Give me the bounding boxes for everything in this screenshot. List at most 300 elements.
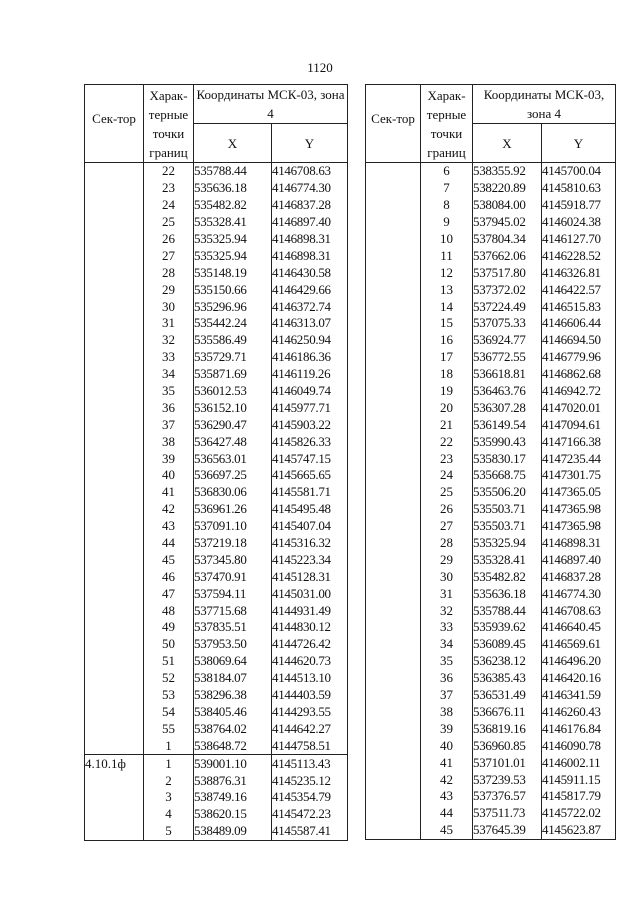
coordinates-table-left	[84, 84, 348, 841]
point-number-cell: 35	[144, 383, 194, 400]
point-number-cell: 32	[144, 332, 194, 349]
point-number-cell: 10	[421, 231, 473, 248]
y-coordinate-cell: 4145316.32	[272, 535, 348, 552]
x-coordinate-cell: 536238.12	[473, 653, 542, 670]
x-coordinate-cell: 537645.39	[473, 822, 542, 839]
table-row	[366, 433, 616, 450]
sector-cell	[366, 281, 421, 298]
coordinates-table-right	[365, 84, 616, 840]
point-number-cell: 55	[144, 720, 194, 737]
x-coordinate-cell: 535586.49	[194, 332, 272, 349]
sector-cell	[366, 822, 421, 839]
sector-cell	[85, 264, 144, 281]
y-coordinate-cell: 4145911.15	[542, 771, 616, 788]
point-number-cell: 38	[144, 433, 194, 450]
y-coordinate-cell: 4144931.49	[272, 602, 348, 619]
point-number-cell: 51	[144, 653, 194, 670]
x-coordinate-cell: 535668.75	[473, 467, 542, 484]
y-coordinate-cell: 4145623.87	[542, 822, 616, 839]
point-number-cell: 27	[421, 518, 473, 535]
sector-cell	[85, 383, 144, 400]
x-coordinate-cell: 535482.82	[194, 197, 272, 214]
sector-cell	[85, 737, 144, 754]
table-row	[85, 772, 348, 789]
sector-cell	[85, 163, 144, 180]
x-coordinate-cell: 536830.06	[194, 484, 272, 501]
table-row	[85, 602, 348, 619]
sector-cell	[366, 535, 421, 552]
point-number-cell: 37	[421, 687, 473, 704]
point-number-cell: 28	[144, 264, 194, 281]
point-number-cell: 21	[421, 416, 473, 433]
table-row	[366, 281, 616, 298]
y-coordinate-cell: 4145223.34	[272, 551, 348, 568]
sector-cell	[366, 687, 421, 704]
table-row	[366, 585, 616, 602]
y-coordinate-cell: 4146002.11	[542, 754, 616, 771]
y-coordinate-cell: 4145700.04	[542, 163, 616, 180]
y-coordinate-cell: 4144830.12	[272, 619, 348, 636]
y-coordinate-cell: 4146250.94	[272, 332, 348, 349]
sector-cell	[366, 416, 421, 433]
y-coordinate-cell: 4145472.23	[272, 806, 348, 823]
sector-cell	[366, 197, 421, 214]
point-number-cell: 43	[421, 788, 473, 805]
table-row	[366, 653, 616, 670]
y-coordinate-cell: 4146694.50	[542, 332, 616, 349]
x-coordinate-cell: 537470.91	[194, 568, 272, 585]
point-number-cell: 25	[421, 484, 473, 501]
sector-cell	[366, 298, 421, 315]
y-coordinate-cell: 4145722.02	[542, 805, 616, 822]
x-coordinate-cell: 538620.15	[194, 806, 272, 823]
point-number-cell: 37	[144, 416, 194, 433]
table-row	[366, 163, 616, 180]
point-number-cell: 4	[144, 806, 194, 823]
y-coordinate-cell: 4147365.98	[542, 501, 616, 518]
sector-cell	[85, 551, 144, 568]
y-coordinate-cell: 4145354.79	[272, 789, 348, 806]
sector-cell	[85, 180, 144, 197]
point-number-cell: 38	[421, 704, 473, 721]
point-number-cell: 54	[144, 704, 194, 721]
x-coordinate-cell: 535788.44	[473, 602, 542, 619]
y-coordinate-cell: 4146341.59	[542, 687, 616, 704]
point-number-cell: 32	[421, 602, 473, 619]
sector-cell	[85, 636, 144, 653]
x-coordinate-cell: 536089.45	[473, 636, 542, 653]
point-number-cell: 22	[144, 163, 194, 180]
sector-cell	[85, 247, 144, 264]
y-coordinate-cell: 4146372.74	[272, 298, 348, 315]
table-row	[85, 366, 348, 383]
sector-cell	[366, 754, 421, 771]
y-coordinate-cell: 4146090.78	[542, 737, 616, 754]
point-number-cell: 25	[144, 214, 194, 231]
y-coordinate-cell: 4145128.31	[272, 568, 348, 585]
sector-cell	[85, 653, 144, 670]
sector-cell	[366, 349, 421, 366]
point-number-cell: 44	[421, 805, 473, 822]
table-row	[85, 298, 348, 315]
table-row	[85, 332, 348, 349]
x-coordinate-cell: 535636.18	[194, 180, 272, 197]
x-coordinate-cell: 537101.01	[473, 754, 542, 771]
x-coordinate-cell: 537662.06	[473, 247, 542, 264]
table-row	[366, 332, 616, 349]
x-coordinate-cell: 538405.46	[194, 704, 272, 721]
point-number-cell: 36	[421, 670, 473, 687]
table-row	[85, 619, 348, 636]
x-coordinate-cell: 536924.77	[473, 332, 542, 349]
table-row	[85, 568, 348, 585]
sector-cell	[366, 518, 421, 535]
sector-cell	[85, 806, 144, 823]
point-number-cell: 26	[144, 231, 194, 248]
table-row	[85, 551, 348, 568]
table-row	[366, 754, 616, 771]
point-number-cell: 44	[144, 535, 194, 552]
x-coordinate-cell: 537835.51	[194, 619, 272, 636]
x-coordinate-cell: 536012.53	[194, 383, 272, 400]
sector-cell	[366, 383, 421, 400]
x-coordinate-cell: 536427.48	[194, 433, 272, 450]
table-row	[366, 805, 616, 822]
sector-cell	[85, 399, 144, 416]
y-coordinate-cell: 4146640.45	[542, 619, 616, 636]
sector-cell	[85, 823, 144, 840]
point-number-cell: 52	[144, 670, 194, 687]
sector-cell	[85, 467, 144, 484]
point-number-cell: 24	[421, 467, 473, 484]
table-row	[366, 788, 616, 805]
x-coordinate-cell: 538296.38	[194, 687, 272, 704]
y-coordinate-cell: 4146127.70	[542, 231, 616, 248]
x-coordinate-cell: 536385.43	[473, 670, 542, 687]
x-coordinate-cell: 535328.41	[194, 214, 272, 231]
y-coordinate-cell: 4145918.77	[542, 197, 616, 214]
sector-cell	[366, 332, 421, 349]
sector-cell	[366, 366, 421, 383]
point-number-cell: 50	[144, 636, 194, 653]
point-number-cell: 39	[421, 720, 473, 737]
sector-cell	[85, 687, 144, 704]
table-row	[366, 636, 616, 653]
table-row	[85, 349, 348, 366]
header-x: X	[194, 124, 272, 163]
y-coordinate-cell: 4146708.63	[272, 163, 348, 180]
table-row	[366, 366, 616, 383]
y-coordinate-cell: 4146774.30	[542, 585, 616, 602]
table-row	[366, 180, 616, 197]
header-x: X	[473, 124, 542, 163]
point-number-cell: 35	[421, 653, 473, 670]
y-coordinate-cell: 4146176.84	[542, 720, 616, 737]
table-row	[366, 822, 616, 839]
x-coordinate-cell: 535328.41	[473, 551, 542, 568]
x-coordinate-cell: 537376.57	[473, 788, 542, 805]
sector-cell	[366, 231, 421, 248]
y-coordinate-cell: 4147301.75	[542, 467, 616, 484]
y-coordinate-cell: 4146313.07	[272, 315, 348, 332]
sector-cell	[366, 399, 421, 416]
x-coordinate-cell: 535442.24	[194, 315, 272, 332]
table-row	[85, 518, 348, 535]
x-coordinate-cell: 535482.82	[473, 568, 542, 585]
table-row	[85, 315, 348, 332]
x-coordinate-cell: 535871.69	[194, 366, 272, 383]
x-coordinate-cell: 536960.85	[473, 737, 542, 754]
x-coordinate-cell: 538069.64	[194, 653, 272, 670]
y-coordinate-cell: 4146228.52	[542, 247, 616, 264]
sector-cell	[366, 247, 421, 264]
sector-cell	[366, 450, 421, 467]
table-row	[85, 704, 348, 721]
x-coordinate-cell: 536618.81	[473, 366, 542, 383]
y-coordinate-cell: 4147166.38	[542, 433, 616, 450]
point-number-cell: 33	[144, 349, 194, 366]
y-coordinate-cell: 4147235.44	[542, 450, 616, 467]
point-number-cell: 26	[421, 501, 473, 518]
table-row	[85, 806, 348, 823]
x-coordinate-cell: 535506.20	[473, 484, 542, 501]
table-row	[85, 231, 348, 248]
x-coordinate-cell: 539001.10	[194, 755, 272, 772]
x-coordinate-cell: 537945.02	[473, 214, 542, 231]
page-number: 1120	[307, 60, 333, 75]
y-coordinate-cell: 4146496.20	[542, 653, 616, 670]
table-row	[85, 720, 348, 737]
y-coordinate-cell: 4146186.36	[272, 349, 348, 366]
sector-cell	[85, 433, 144, 450]
table-row	[85, 737, 348, 754]
x-coordinate-cell: 537511.73	[473, 805, 542, 822]
table-row	[85, 281, 348, 298]
x-coordinate-cell: 537219.18	[194, 535, 272, 552]
y-coordinate-cell: 4147020.01	[542, 399, 616, 416]
sector-cell	[366, 264, 421, 281]
point-number-cell: 41	[421, 754, 473, 771]
point-number-cell: 46	[144, 568, 194, 585]
point-number-cell: 16	[421, 332, 473, 349]
y-coordinate-cell: 4146898.31	[542, 535, 616, 552]
table-row	[366, 197, 616, 214]
sector-cell	[366, 484, 421, 501]
point-number-cell: 49	[144, 619, 194, 636]
sector-cell	[85, 332, 144, 349]
sector-cell	[85, 349, 144, 366]
x-coordinate-cell: 536961.26	[194, 501, 272, 518]
x-coordinate-cell: 537239.53	[473, 771, 542, 788]
y-coordinate-cell: 4146420.16	[542, 670, 616, 687]
table-row	[85, 484, 348, 501]
point-number-cell: 34	[421, 636, 473, 653]
sector-cell	[366, 163, 421, 180]
y-coordinate-cell: 4146897.40	[542, 551, 616, 568]
sector-cell	[366, 501, 421, 518]
point-number-cell: 30	[144, 298, 194, 315]
sector-cell	[366, 315, 421, 332]
y-coordinate-cell: 4145747.15	[272, 450, 348, 467]
table-row	[85, 180, 348, 197]
table-row	[366, 704, 616, 721]
table-row	[85, 585, 348, 602]
point-number-cell: 28	[421, 535, 473, 552]
y-coordinate-cell: 4146260.43	[542, 704, 616, 721]
point-number-cell: 42	[421, 771, 473, 788]
point-number-cell: 3	[144, 789, 194, 806]
x-coordinate-cell: 535325.94	[194, 247, 272, 264]
table-row	[366, 383, 616, 400]
y-coordinate-cell: 4145826.33	[272, 433, 348, 450]
table-row	[85, 467, 348, 484]
sector-cell	[366, 433, 421, 450]
point-number-cell: 40	[144, 467, 194, 484]
point-number-cell: 13	[421, 281, 473, 298]
sector-cell	[85, 366, 144, 383]
y-coordinate-cell: 4146898.31	[272, 247, 348, 264]
x-coordinate-cell: 536676.11	[473, 704, 542, 721]
header-coords-title: Координаты МСК-03, зона 4	[194, 85, 348, 124]
x-coordinate-cell: 535729.71	[194, 349, 272, 366]
table-row	[366, 619, 616, 636]
sector-cell	[366, 720, 421, 737]
x-coordinate-cell: 537804.34	[473, 231, 542, 248]
x-coordinate-cell: 535325.94	[194, 231, 272, 248]
x-coordinate-cell: 536772.55	[473, 349, 542, 366]
table-row	[85, 450, 348, 467]
sector-cell	[85, 450, 144, 467]
sector-cell	[366, 619, 421, 636]
x-coordinate-cell: 536152.10	[194, 399, 272, 416]
table-row	[366, 349, 616, 366]
sector-cell	[85, 789, 144, 806]
table-row	[85, 433, 348, 450]
y-coordinate-cell: 4145810.63	[542, 180, 616, 197]
sector-cell	[366, 670, 421, 687]
sector-cell	[85, 281, 144, 298]
table-row	[366, 737, 616, 754]
sector-cell	[85, 416, 144, 433]
point-number-cell: 24	[144, 197, 194, 214]
y-coordinate-cell: 4145665.65	[272, 467, 348, 484]
x-coordinate-cell: 538184.07	[194, 670, 272, 687]
y-coordinate-cell: 4146024.38	[542, 214, 616, 231]
y-coordinate-cell: 4144293.55	[272, 704, 348, 721]
sector-cell	[366, 704, 421, 721]
x-coordinate-cell: 536290.47	[194, 416, 272, 433]
table-row	[366, 535, 616, 552]
sector-cell	[85, 720, 144, 737]
table-row	[366, 315, 616, 332]
x-coordinate-cell: 538084.00	[473, 197, 542, 214]
y-coordinate-cell: 4145407.04	[272, 518, 348, 535]
point-number-cell: 29	[421, 551, 473, 568]
x-coordinate-cell: 537372.02	[473, 281, 542, 298]
table-row	[85, 755, 348, 772]
table-row	[366, 416, 616, 433]
table-row	[85, 789, 348, 806]
x-coordinate-cell: 537091.10	[194, 518, 272, 535]
sector-cell	[85, 704, 144, 721]
y-coordinate-cell: 4146119.26	[272, 366, 348, 383]
x-coordinate-cell: 535325.94	[473, 535, 542, 552]
table-row	[85, 383, 348, 400]
sector-cell	[85, 501, 144, 518]
y-coordinate-cell: 4146569.61	[542, 636, 616, 653]
x-coordinate-cell: 535503.71	[473, 518, 542, 535]
y-coordinate-cell: 4147365.05	[542, 484, 616, 501]
y-coordinate-cell: 4146779.96	[542, 349, 616, 366]
point-number-cell: 41	[144, 484, 194, 501]
point-number-cell: 17	[421, 349, 473, 366]
point-number-cell: 22	[421, 433, 473, 450]
x-coordinate-cell: 537345.80	[194, 551, 272, 568]
sector-cell	[85, 298, 144, 315]
point-number-cell: 34	[144, 366, 194, 383]
table-row	[366, 568, 616, 585]
y-coordinate-cell: 4145587.41	[272, 823, 348, 840]
y-coordinate-cell: 4145977.71	[272, 399, 348, 416]
sector-cell	[85, 315, 144, 332]
table-row	[85, 264, 348, 281]
y-coordinate-cell: 4144758.51	[272, 737, 348, 754]
y-coordinate-cell: 4146837.28	[272, 197, 348, 214]
point-number-cell: 2	[144, 772, 194, 789]
table-row	[366, 551, 616, 568]
point-number-cell: 45	[144, 551, 194, 568]
y-coordinate-cell: 4146049.74	[272, 383, 348, 400]
y-coordinate-cell: 4145903.22	[272, 416, 348, 433]
y-coordinate-cell: 4145031.00	[272, 585, 348, 602]
table-row	[85, 501, 348, 518]
y-coordinate-cell: 4146515.83	[542, 298, 616, 315]
x-coordinate-cell: 538489.09	[194, 823, 272, 840]
sector-cell	[85, 197, 144, 214]
table-row	[366, 720, 616, 737]
sector-cell	[366, 636, 421, 653]
sector-cell	[366, 771, 421, 788]
y-coordinate-cell: 4146708.63	[542, 602, 616, 619]
table-row	[366, 298, 616, 315]
table-row	[366, 670, 616, 687]
y-coordinate-cell: 4144620.73	[272, 653, 348, 670]
table-row	[366, 518, 616, 535]
table-row	[85, 687, 348, 704]
y-coordinate-cell: 4147094.61	[542, 416, 616, 433]
sector-cell	[366, 180, 421, 197]
y-coordinate-cell: 4145817.79	[542, 788, 616, 805]
point-number-cell: 1	[144, 755, 194, 772]
table-row	[366, 247, 616, 264]
x-coordinate-cell: 538749.16	[194, 789, 272, 806]
sector-cell	[85, 772, 144, 789]
point-number-cell: 40	[421, 737, 473, 754]
x-coordinate-cell: 535830.17	[473, 450, 542, 467]
x-coordinate-cell: 535150.66	[194, 281, 272, 298]
x-coordinate-cell: 538355.92	[473, 163, 542, 180]
y-coordinate-cell: 4145235.12	[272, 772, 348, 789]
point-number-cell: 20	[421, 399, 473, 416]
point-number-cell: 29	[144, 281, 194, 298]
x-coordinate-cell: 536697.25	[194, 467, 272, 484]
x-coordinate-cell: 538648.72	[194, 737, 272, 754]
y-coordinate-cell: 4146897.40	[272, 214, 348, 231]
point-number-cell: 27	[144, 247, 194, 264]
y-coordinate-cell: 4144403.59	[272, 687, 348, 704]
y-coordinate-cell: 4146837.28	[542, 568, 616, 585]
table-row	[366, 450, 616, 467]
